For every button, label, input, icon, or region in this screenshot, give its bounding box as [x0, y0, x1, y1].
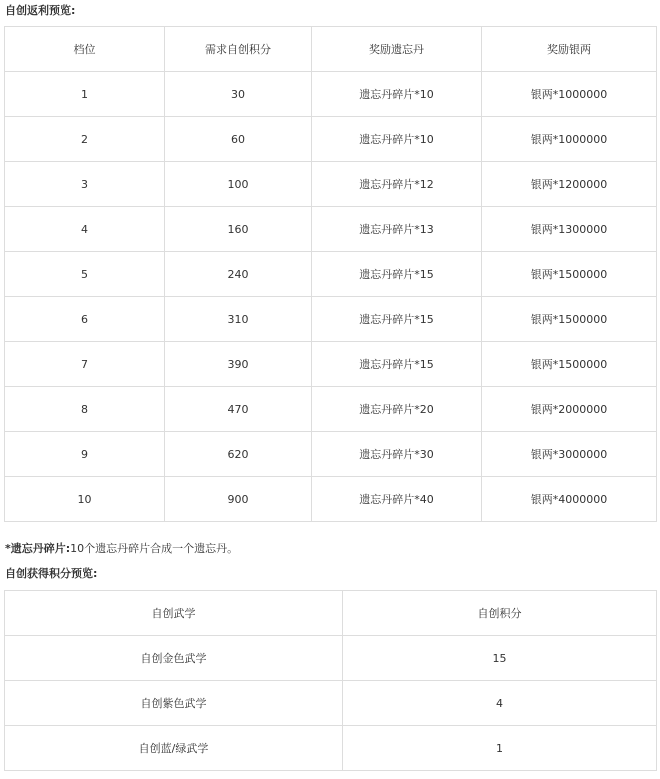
fragment-note-text: 10个遗忘丹碎片合成一个遗忘丹。 [70, 542, 239, 555]
tier-cell: 1 [5, 72, 165, 117]
points-cell: 100 [165, 162, 312, 207]
pill-cell: 遗忘丹碎片*13 [312, 207, 482, 252]
header-reward-silver: 奖励银两 [482, 27, 657, 72]
silver-cell: 银两*1200000 [482, 162, 657, 207]
silver-cell: 银两*2000000 [482, 387, 657, 432]
fragment-note-label: *遗忘丹碎片: [5, 542, 71, 555]
rebate-header-row [5, 27, 657, 72]
header-reward-pill: 奖励遗忘丹 [312, 27, 482, 72]
table-row [5, 432, 657, 477]
tier-cell: 4 [5, 207, 165, 252]
points-cell: 240 [165, 252, 312, 297]
tier-cell: 2 [5, 117, 165, 162]
tier-cell: 9 [5, 432, 165, 477]
tier-cell: 6 [5, 297, 165, 342]
header-martial-art: 自创武学 [5, 591, 343, 636]
table-row [5, 162, 657, 207]
table-row [5, 117, 657, 162]
points-cell: 620 [165, 432, 312, 477]
tier-cell: 3 [5, 162, 165, 207]
martial-art-cell: 自创蓝/绿武学 [5, 726, 343, 771]
points-header-row [5, 591, 657, 636]
points-cell: 470 [165, 387, 312, 432]
pill-cell: 遗忘丹碎片*12 [312, 162, 482, 207]
tier-cell: 10 [5, 477, 165, 522]
table-row [5, 387, 657, 432]
silver-cell: 银两*1000000 [482, 117, 657, 162]
pill-cell: 遗忘丹碎片*20 [312, 387, 482, 432]
pill-cell: 遗忘丹碎片*15 [312, 297, 482, 342]
table-row [5, 297, 657, 342]
tier-cell: 8 [5, 387, 165, 432]
header-required-points: 需求自创积分 [165, 27, 312, 72]
pill-cell: 遗忘丹碎片*30 [312, 432, 482, 477]
table-row [5, 477, 657, 522]
header-points: 自创积分 [343, 591, 657, 636]
points-table [4, 590, 657, 771]
points-cell: 160 [165, 207, 312, 252]
silver-cell: 银两*1500000 [482, 342, 657, 387]
rebate-table [4, 26, 657, 522]
table-row [5, 207, 657, 252]
points-cell: 60 [165, 117, 312, 162]
pill-cell: 遗忘丹碎片*10 [312, 117, 482, 162]
silver-cell: 银两*1500000 [482, 252, 657, 297]
silver-cell: 银两*1500000 [482, 297, 657, 342]
pill-cell: 遗忘丹碎片*15 [312, 342, 482, 387]
points-section-heading: 自创获得积分预览: [5, 567, 98, 580]
martial-art-cell: 自创紫色武学 [5, 681, 343, 726]
pill-cell: 遗忘丹碎片*15 [312, 252, 482, 297]
points-cell: 390 [165, 342, 312, 387]
table-row [5, 252, 657, 297]
table-row [5, 726, 657, 771]
table-row [5, 636, 657, 681]
points-cell: 310 [165, 297, 312, 342]
fragment-note [5, 540, 238, 556]
points-value-cell: 15 [343, 636, 657, 681]
silver-cell: 银两*1300000 [482, 207, 657, 252]
pill-cell: 遗忘丹碎片*10 [312, 72, 482, 117]
points-value-cell: 1 [343, 726, 657, 771]
points-cell: 900 [165, 477, 312, 522]
table-row [5, 72, 657, 117]
pill-cell: 遗忘丹碎片*40 [312, 477, 482, 522]
header-tier: 档位 [5, 27, 165, 72]
points-value-cell: 4 [343, 681, 657, 726]
points-cell: 30 [165, 72, 312, 117]
table-row [5, 342, 657, 387]
silver-cell: 银两*3000000 [482, 432, 657, 477]
tier-cell: 7 [5, 342, 165, 387]
table-row [5, 681, 657, 726]
silver-cell: 银两*1000000 [482, 72, 657, 117]
tier-cell: 5 [5, 252, 165, 297]
silver-cell: 银两*4000000 [482, 477, 657, 522]
martial-art-cell: 自创金色武学 [5, 636, 343, 681]
rebate-section-heading: 自创返利预览: [5, 4, 76, 17]
